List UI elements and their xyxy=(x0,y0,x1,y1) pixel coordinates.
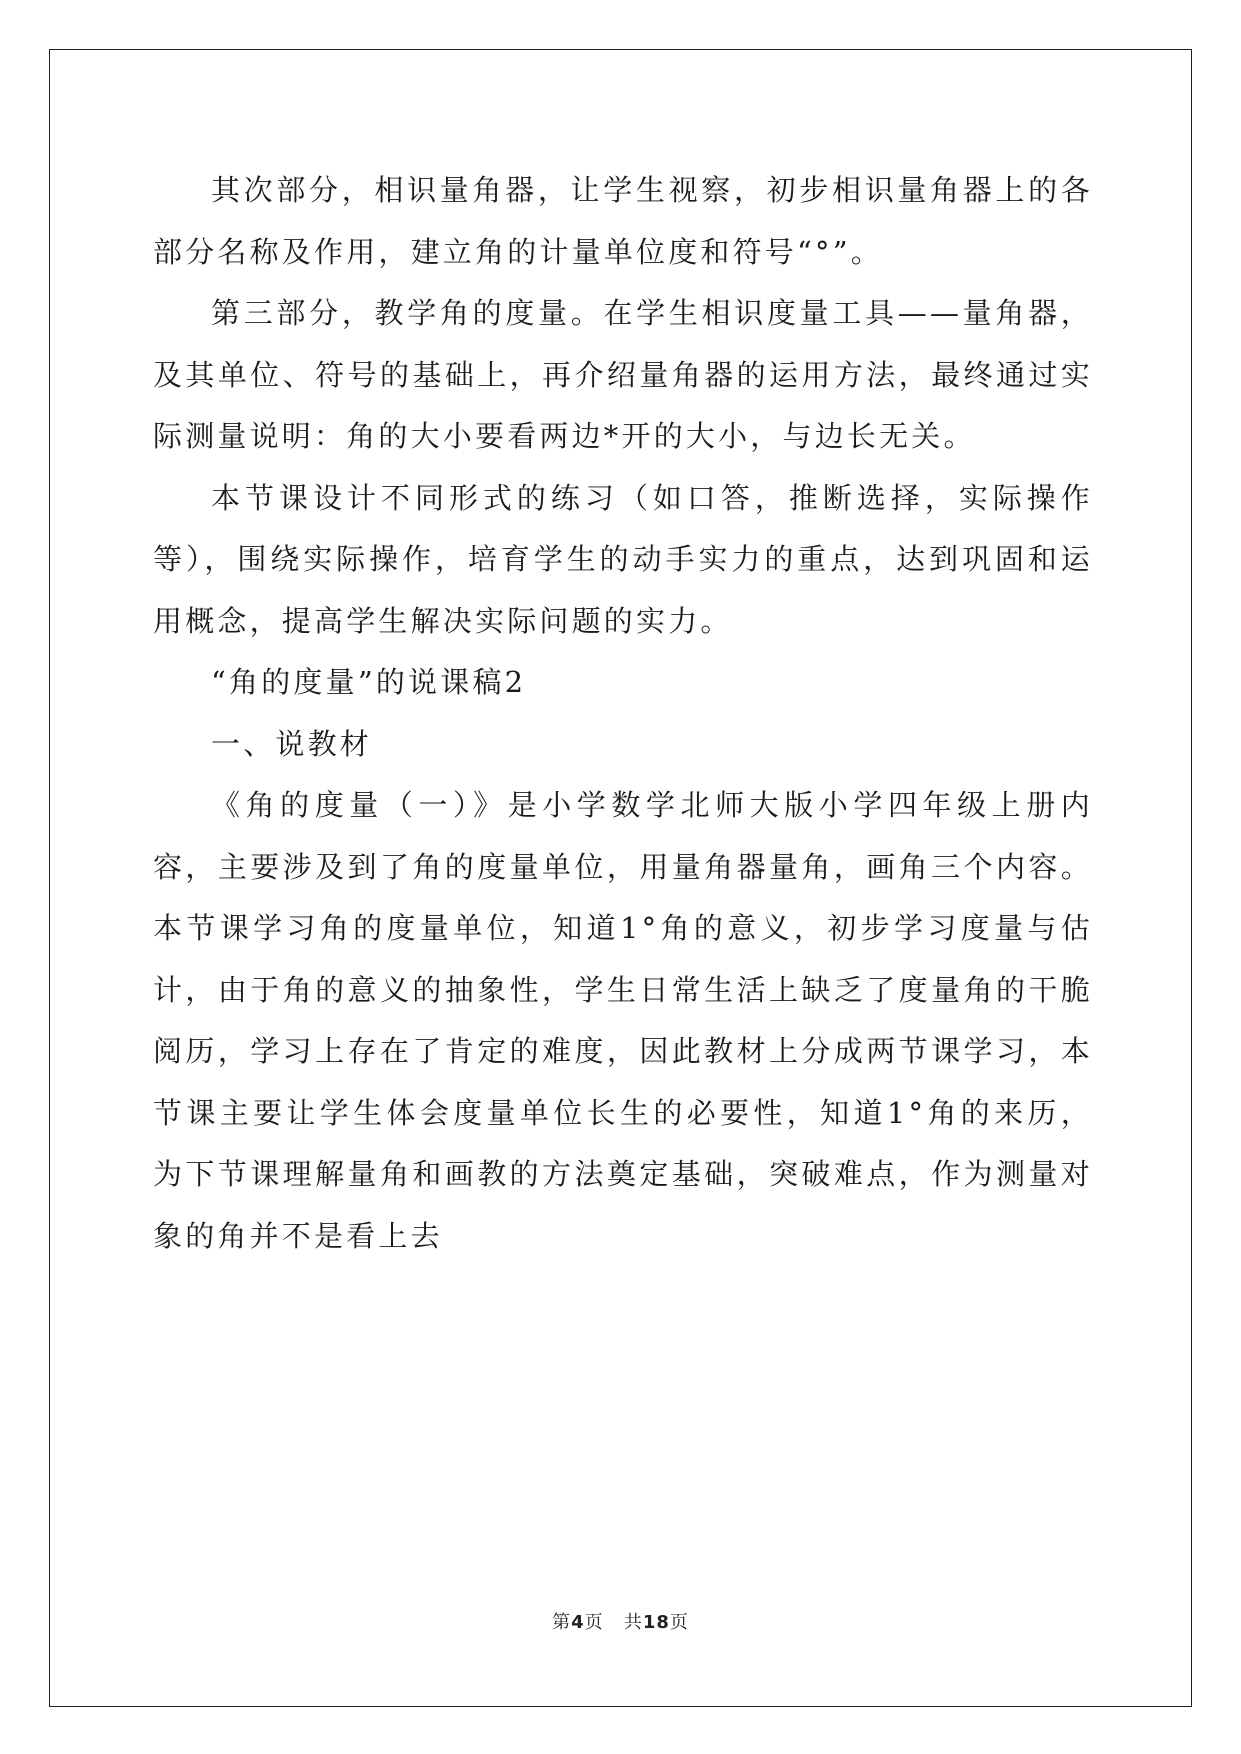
footer-total-prefix: 共 xyxy=(623,1612,643,1633)
section-title: “角的度量”的说课稿2 xyxy=(211,665,527,699)
footer-total-suffix: 页 xyxy=(669,1612,689,1633)
section-heading-textbook: 一、说教材 xyxy=(211,726,373,761)
page-footer xyxy=(0,1608,1241,1634)
footer-total-pages: 18 xyxy=(642,1612,670,1633)
footer-page-suffix: 页 xyxy=(584,1612,604,1633)
document-body xyxy=(153,160,1093,1267)
paragraph-textbook-description: 《角的度量（一）》是小学数学北师大版小学四年级上册内容，主要涉及到了角的度量单位，用量角器量角，画角三个内容。本节课学习角的度量单位，知道1°角的意义，初步学习度量与估计，由于角的意义的抽象性，学生日常生活上缺乏了度量角的干脆阅历，学习上存在了肯定的难度，因此教材上分成两节课学习，本节课主要让学生体会度量单位长生的必要性，知道1°角的来历，为下节课理解量角和画教的方法奠定基础，突破难点，作为测量对象的角并不是看上去 xyxy=(153,788,1093,1253)
paragraph-protractor-intro: 其次部分，相识量角器，让学生视察，初步相识量角器上的各部分名称及作用，建立角的计量单位度和符号“°”。 xyxy=(153,173,1093,269)
paragraph-angle-measuring: 第三部分，教学角的度量。在学生相识度量工具——量角器，及其单位、符号的基础上，再介绍量角器的运用方法，最终通过实际测量说明：角的大小要看两边*开的大小，与边长无关。 xyxy=(153,296,1093,453)
footer-page-number: 4 xyxy=(571,1612,585,1633)
paragraph-exercises: 本节课设计不同形式的练习（如口答，推断选择，实际操作等），围绕实际操作，培育学生的动手实力的重点，达到巩固和运用概念，提高学生解决实际问题的实力。 xyxy=(153,480,1093,638)
footer-prefix: 第 xyxy=(552,1612,572,1633)
